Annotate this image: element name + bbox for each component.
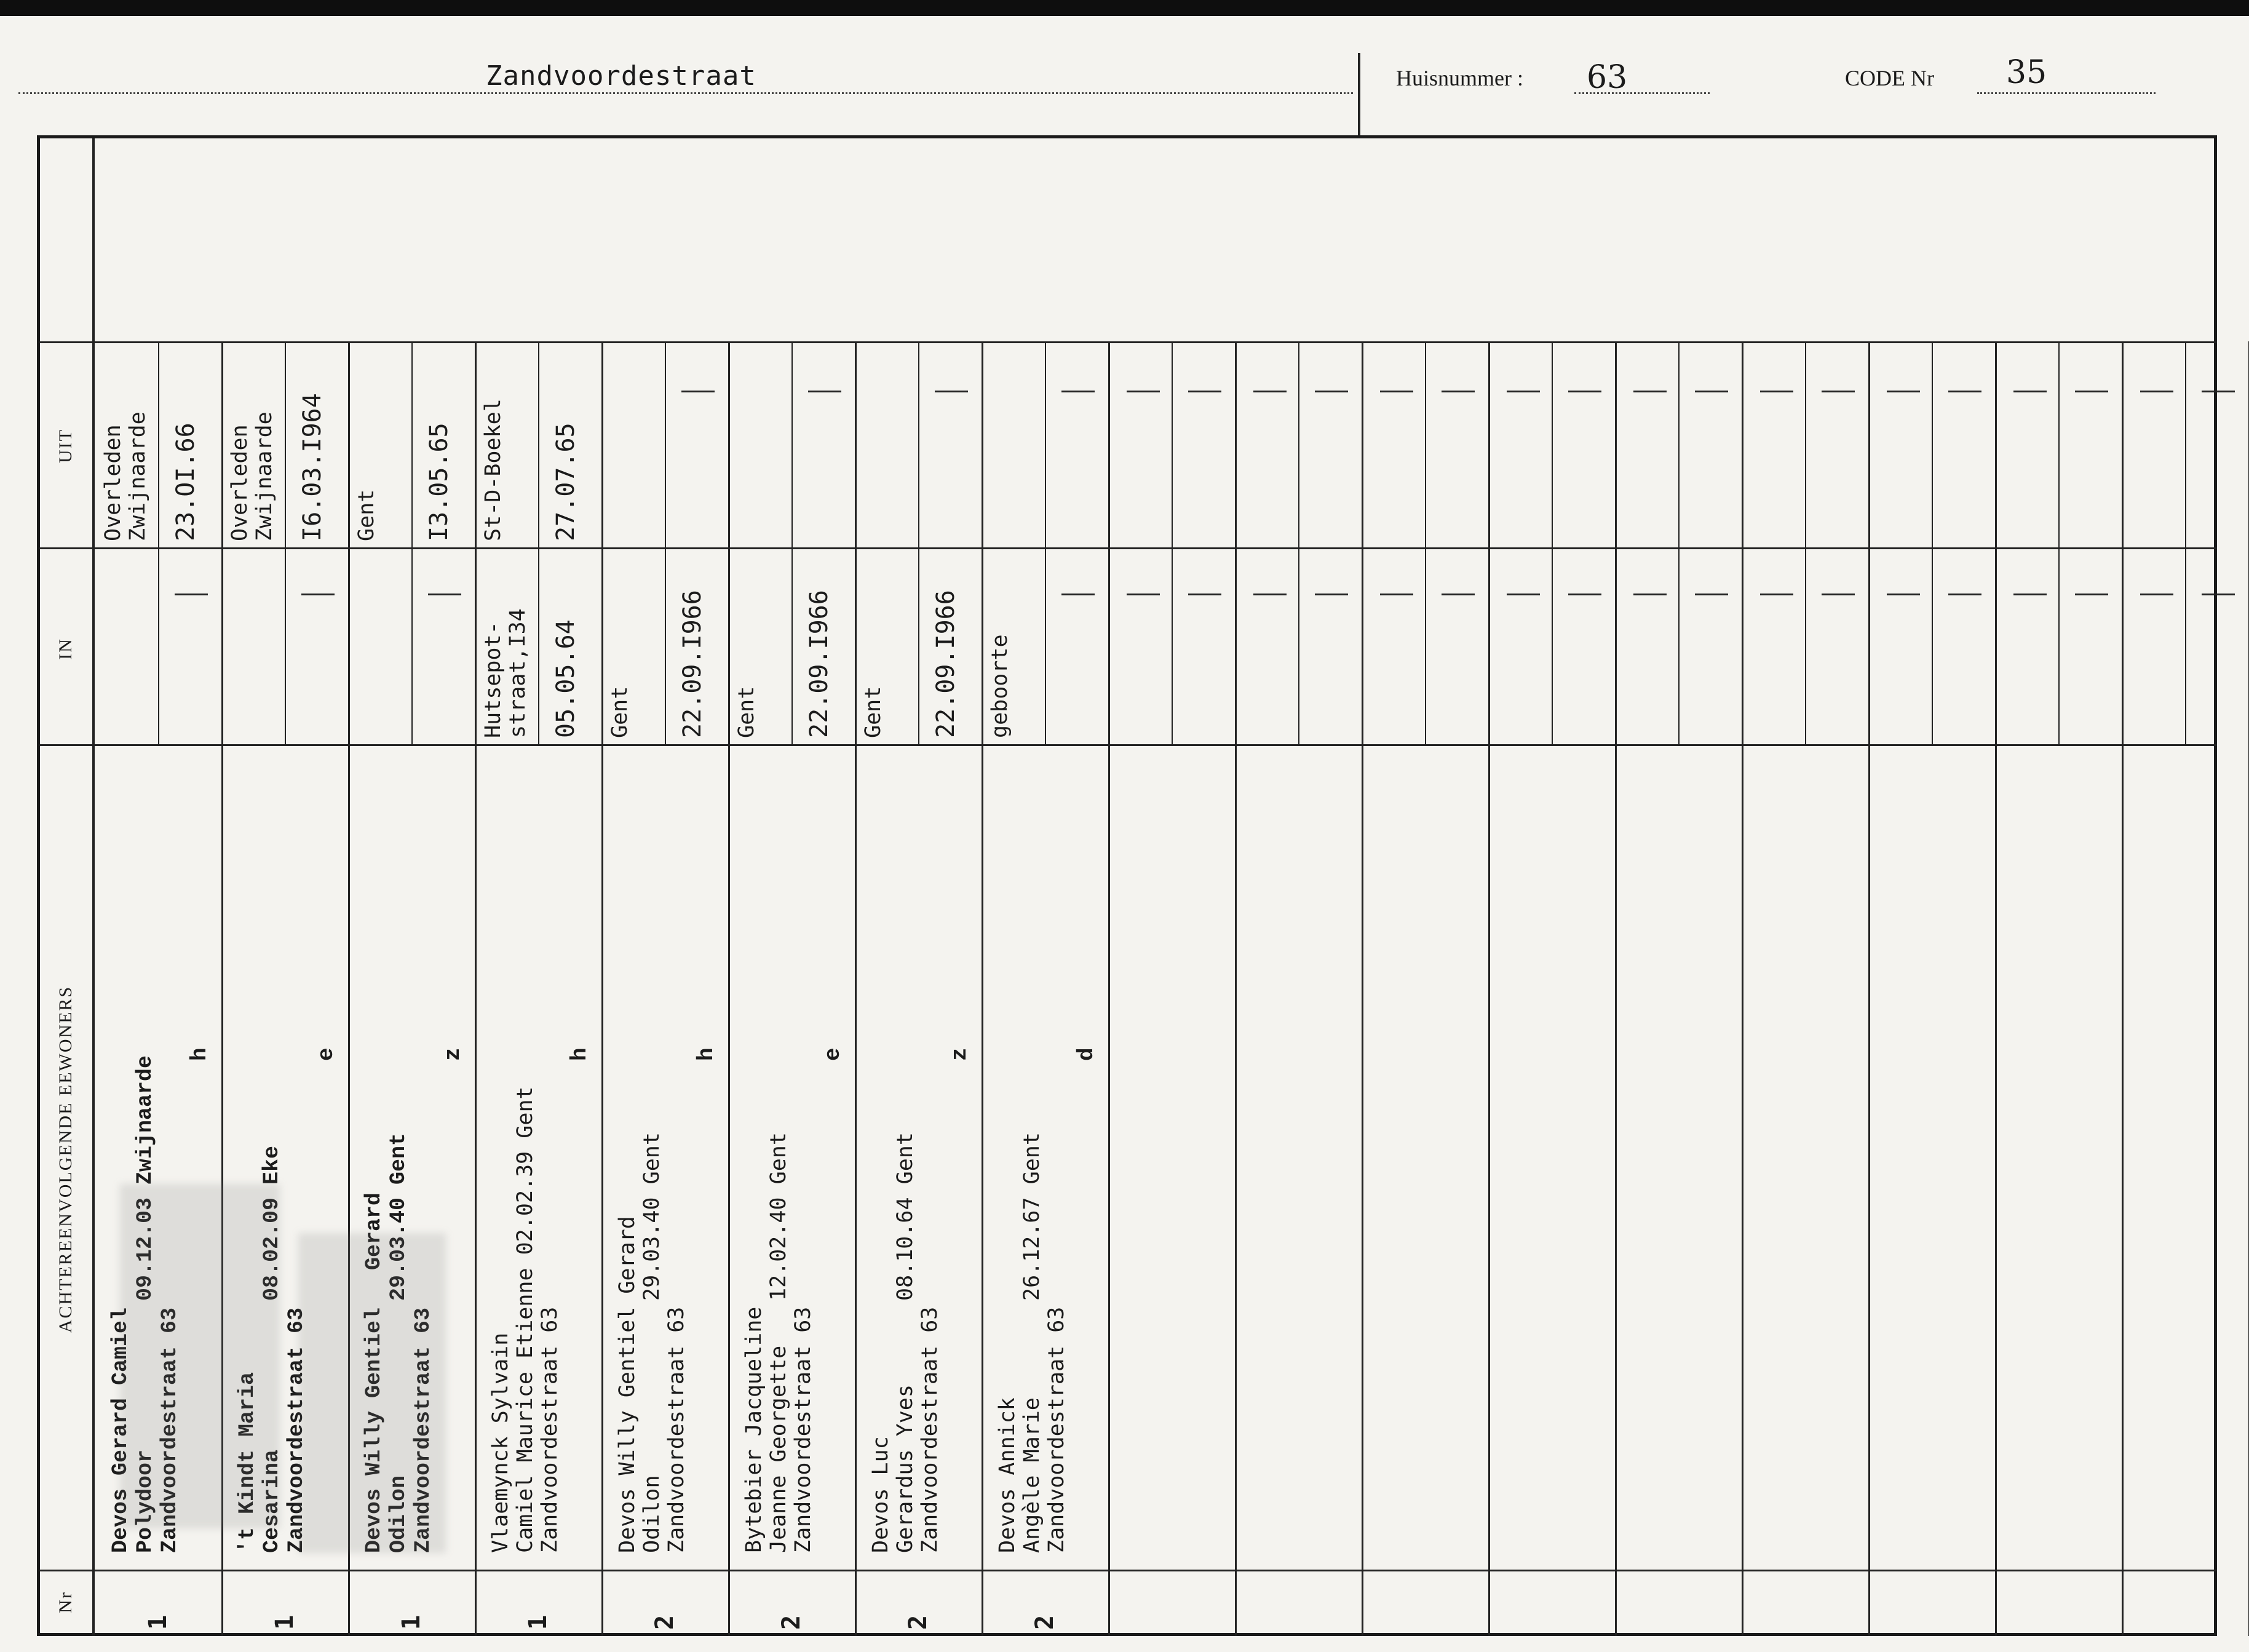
resident-name: Devos Willy Gentiel [362, 1307, 386, 1553]
out-dash [1061, 391, 1095, 392]
header-band-bottom-line [40, 341, 2217, 343]
residents-nr-divider [40, 1570, 2217, 1571]
empty-out-dash [2140, 391, 2173, 392]
code-number-dotted-line [1977, 92, 2156, 94]
row-divider [1235, 341, 1237, 1636]
nr-column-label: Nr [55, 1591, 76, 1613]
uit-in-divider [40, 547, 2217, 549]
out-subdivider [538, 341, 539, 547]
empty-out-dash [1822, 391, 1855, 392]
resident-given-names: Camiel Maurice Etienne 02.02.39 Gent [513, 1086, 537, 1553]
out-dash [808, 391, 841, 392]
resident-birth: 29.03.40 Gent [640, 1132, 664, 1301]
out-dash [935, 391, 968, 392]
empty-out-dash [2013, 391, 2047, 392]
resident-relation: h [187, 1047, 212, 1061]
row-divider [2122, 341, 2124, 1636]
code-number-label: CODE Nr [1845, 66, 1934, 90]
empty-out-dash [1315, 391, 1348, 392]
resident-name: 't Kindt Maria [235, 1372, 260, 1553]
in-dash [428, 594, 461, 595]
empty-in-dash [1380, 594, 1413, 595]
in-date: 05.05.64 [552, 619, 580, 738]
row-divider [982, 341, 983, 1636]
in-subdivider [918, 547, 919, 744]
out-date: 27.07.65 [552, 423, 580, 541]
scan-smudge [120, 1184, 280, 1528]
scan-edge [0, 0, 2249, 16]
in-subdivider [158, 547, 159, 744]
empty-out-dash [2202, 391, 2235, 392]
resident-name: Devos Luc [868, 1436, 893, 1553]
resident-birth: 08.02.09 Eke [260, 1145, 284, 1301]
resident-given-names: Polydoor [133, 1449, 157, 1553]
in-date: 22.09.I966 [678, 590, 707, 738]
resident-number: 2 [777, 1614, 806, 1630]
empty-in-dash [1887, 594, 1920, 595]
resident-address: Zandvoordestraat 63 [918, 1306, 942, 1553]
row-divider [1995, 341, 1997, 1636]
empty-in-dash [1948, 594, 1981, 595]
empty-out-dash [1568, 391, 1601, 392]
empty-out-dash [1442, 391, 1475, 392]
resident-given-names: Gerardus Yves [893, 1384, 918, 1553]
out-subdivider [1045, 341, 1046, 547]
house-number-value: 63 [1587, 59, 1628, 96]
out-subdivider [285, 341, 286, 547]
empty-in-dash [1442, 594, 1475, 595]
empty-in-dash [2140, 594, 2173, 595]
resident-given-names: Odilon [640, 1475, 664, 1553]
out-subdivider [1678, 341, 1680, 547]
resident-name: Vlaemynck Sylvain [488, 1332, 513, 1553]
empty-in-dash [1695, 594, 1728, 595]
resident-number: 1 [144, 1614, 172, 1630]
resident-name: Devos Annick [995, 1397, 1020, 1553]
resident-given-names: Cesarina [260, 1449, 284, 1553]
out-subdivider [411, 341, 413, 547]
resident-given-names: Odilon [386, 1475, 411, 1553]
empty-out-dash [1253, 391, 1287, 392]
resident-extra-name: Gerard [362, 1192, 386, 1270]
out-subdivider [1172, 341, 1173, 547]
empty-in-dash [2075, 594, 2108, 595]
in-dash [175, 594, 208, 595]
in-place: Hutsepot- straat,I34 [481, 608, 531, 738]
empty-in-dash [1188, 594, 1221, 595]
empty-in-dash [1760, 594, 1793, 595]
resident-address: Zandvoordestraat 63 [1044, 1306, 1069, 1553]
in-place: Gent [734, 686, 759, 738]
residents-column-label: ACHTEREENVOLGENDE EEWONERS [55, 985, 76, 1333]
resident-relation: e [314, 1047, 339, 1061]
out-subdivider [918, 341, 919, 547]
empty-in-dash [1253, 594, 1287, 595]
empty-out-dash [1760, 391, 1793, 392]
resident-birth: 08.10.64 Gent [893, 1132, 918, 1301]
street-name: Zandvoordestraat [486, 60, 756, 92]
resident-address: Zandvoordestraat 63 [284, 1307, 309, 1553]
in-place: Gent [608, 686, 632, 738]
empty-in-dash [1315, 594, 1348, 595]
out-place: Overleden Zwijnaarde [101, 411, 151, 541]
label-column-divider [92, 138, 95, 1636]
out-subdivider [1298, 341, 1299, 547]
in-place: Gent [861, 686, 886, 738]
empty-out-dash [1188, 391, 1221, 392]
out-subdivider [1932, 341, 1933, 547]
resident-relation: d [1074, 1047, 1099, 1061]
resident-number: 2 [651, 1614, 679, 1630]
resident-address: Zandvoordestraat 63 [157, 1307, 182, 1553]
resident-birth: 26.12.67 Gent [1020, 1132, 1044, 1301]
out-column-label: UIT [55, 429, 76, 463]
in-subdivider [2185, 547, 2186, 744]
empty-in-dash [1822, 594, 1855, 595]
out-subdivider [2185, 341, 2186, 547]
resident-birth: 09.12.03 Zwijnaarde [133, 1055, 157, 1301]
empty-in-dash [2202, 594, 2235, 595]
resident-birth: 12.02.40 Gent [766, 1132, 791, 1301]
in-subdivider [1932, 547, 1933, 744]
resident-number: 1 [397, 1614, 426, 1630]
out-subdivider [158, 341, 159, 547]
row-divider [1868, 341, 1870, 1636]
in-subdivider [2058, 547, 2060, 744]
out-subdivider [791, 341, 793, 547]
in-place: geboorte [988, 634, 1012, 738]
empty-in-dash [1127, 594, 1160, 595]
resident-number: 2 [1031, 1614, 1059, 1630]
resident-given-names: Jeanne Georgette [766, 1345, 791, 1553]
empty-out-dash [1887, 391, 1920, 392]
resident-birth: 29.03.40 Gent [386, 1132, 411, 1301]
empty-out-dash [2075, 391, 2108, 392]
row-divider [728, 341, 730, 1636]
in-subdivider [1172, 547, 1173, 744]
out-subdivider [2058, 341, 2060, 547]
row-divider [1362, 341, 1363, 1636]
house-number-label: Huisnummer : [1396, 66, 1523, 90]
street-dotted-line [18, 92, 1353, 94]
resident-address: Zandvoordestraat 63 [537, 1306, 562, 1553]
code-number-value: 35 [2006, 54, 2047, 91]
out-place: Gent [354, 489, 379, 541]
in-subdivider [1805, 547, 1806, 744]
in-date: 22.09.I966 [932, 590, 960, 738]
resident-relation: h [567, 1047, 592, 1061]
in-subdivider [1045, 547, 1046, 744]
in-subdivider [285, 547, 286, 744]
row-divider [601, 341, 603, 1636]
out-subdivider [665, 341, 666, 547]
header-separator [1358, 53, 1360, 135]
register-form [37, 135, 2217, 1636]
row-divider [1742, 341, 1743, 1636]
resident-name: Bytebier Jacqueline [742, 1306, 766, 1553]
empty-out-dash [1507, 391, 1540, 392]
row-divider [1108, 341, 1110, 1636]
out-place: St-D-Boekel [481, 399, 506, 541]
empty-out-dash [1948, 391, 1981, 392]
out-place: Overleden Zwijnaarde [228, 411, 277, 541]
in-subdivider [411, 547, 413, 744]
resident-relation: h [694, 1047, 719, 1061]
resident-name: Devos Willy Gentiel Gerard [615, 1216, 640, 1553]
empty-out-dash [1633, 391, 1667, 392]
in-subdivider [665, 547, 666, 744]
out-date: I3.05.65 [425, 423, 453, 541]
in-dash [1061, 594, 1095, 595]
in-column-label: IN [55, 638, 76, 660]
in-date: 22.09.I966 [805, 590, 833, 738]
in-subdivider [538, 547, 539, 744]
in-subdivider [1298, 547, 1299, 744]
resident-name: Devos Gerard Camiel [108, 1307, 133, 1553]
scan-smudge [298, 1233, 446, 1553]
resident-number: 1 [271, 1614, 299, 1630]
out-subdivider [1805, 341, 1806, 547]
empty-out-dash [1695, 391, 1728, 392]
out-date: 23.OI.66 [172, 423, 200, 541]
out-dash [681, 391, 715, 392]
resident-relation: z [947, 1047, 972, 1061]
in-subdivider [791, 547, 793, 744]
resident-address: Zandvoordestraat 63 [664, 1306, 689, 1553]
house-number-dotted-line [1574, 92, 1710, 94]
in-residents-divider [40, 744, 2217, 746]
row-divider [1488, 341, 1490, 1636]
resident-relation: e [820, 1047, 846, 1061]
row-divider [855, 341, 857, 1636]
row-divider [1615, 341, 1617, 1636]
empty-out-dash [1380, 391, 1413, 392]
empty-in-dash [1633, 594, 1667, 595]
out-date: I6.03.I964 [298, 393, 327, 541]
in-dash [301, 594, 335, 595]
resident-given-names: Angèle Marie [1020, 1397, 1044, 1553]
resident-relation: z [440, 1047, 466, 1061]
in-subdivider [1552, 547, 1553, 744]
resident-address: Zandvoordestraat 63 [411, 1307, 435, 1553]
empty-in-dash [1568, 594, 1601, 595]
out-subdivider [1425, 341, 1426, 547]
empty-in-dash [2013, 594, 2047, 595]
in-subdivider [1678, 547, 1680, 744]
empty-in-dash [1507, 594, 1540, 595]
out-subdivider [1552, 341, 1553, 547]
resident-address: Zandvoordestraat 63 [791, 1306, 815, 1553]
empty-out-dash [1127, 391, 1160, 392]
resident-number: 2 [904, 1614, 932, 1630]
row-divider [475, 341, 477, 1636]
in-subdivider [1425, 547, 1426, 744]
resident-number: 1 [524, 1614, 552, 1630]
